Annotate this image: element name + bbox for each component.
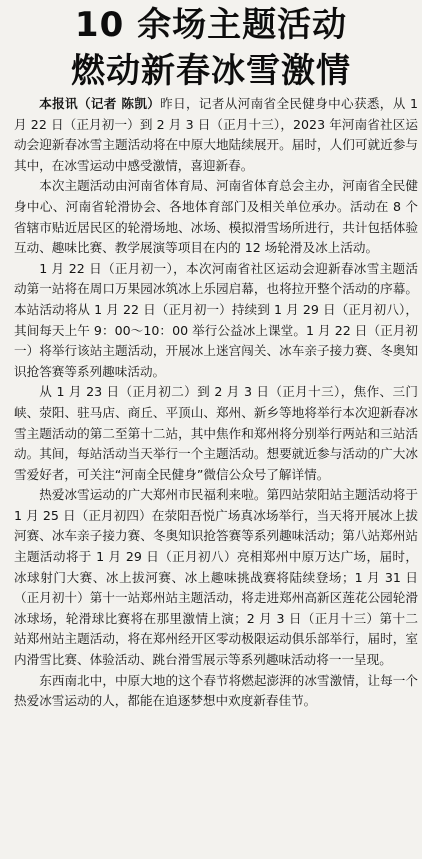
paragraph-1 xyxy=(14,94,418,176)
headline xyxy=(0,2,422,94)
article-body xyxy=(14,94,418,712)
byline: 本报讯（记者 陈凯） xyxy=(39,96,161,111)
paragraph-3: 1 月 22 日（正月初一），本次河南省社区运动会迎新春冰雪主题活动第一站将在周口万果园冰筑冰上乐园启幕，也将拉开整个活动的序幕。本站活动将从 1 月 22 日（正月初一）持续到 1 月 29 日（正月初八），其间每天上午 9：00～10：00 举行公益冰上课堂。1 月 22 日（正月初一）将举行该站主题活动，开展冰上迷宫闯关、冰车亲子接力赛、冬奥知识抢答赛等系列趣味活动。 xyxy=(14,260,418,379)
headline-line-2: 燃动新春冰雪激情 xyxy=(71,51,351,91)
paragraph-4: 从 1 月 23 日（正月初二）到 2 月 3 日（正月十三），焦作、三门峡、荥阳、驻马店、商丘、平顶山、郑州、新乡等地将举行本次迎新春冰雪主题活动的第二至第十二站，其中焦作和郑州将分别举行两站和三站活动。其间，每站活动当天举行一个主题活动。想要就近参与活动的广大冰雪爱好者，可关注“河南全民健身”微信公众号了解详情。 xyxy=(14,384,418,482)
paragraph-6: 东西南北中，中原大地的这个春节将燃起澎湃的冰雪激情，让每一个热爱冰雪运动的人，都能在追逐梦想中欢度新春佳节。 xyxy=(14,672,418,709)
headline-line-1: 10 余场主题活动 xyxy=(74,5,348,45)
paragraph-2: 本次主题活动由河南省体育局、河南省体育总会主办，河南省全民健身中心、河南省轮滑协会、各地体育部门及相关单位承办。活动在 8 个省辖市贴近居民区的轮滑场地、冰场、模拟滑雪场所进行，共计包括体验互动、趣味比赛、教学展演等项目在内的 12 场轮滑及冰上活动。 xyxy=(14,178,418,256)
paragraph-1-text: 昨日，记者从河南省全民健身中心获悉，从 1 月 22 日（正月初一）到 2 月 3 日（正月十三），2023 年河南省社区运动会迎新春冰雪主题活动将在中原大地陆续展开。届时，人们可就近参与其中，在冰雪运动中感受激情，喜迎新春。 xyxy=(14,96,418,173)
paragraph-5: 热爱冰雪运动的广大郑州市民福利来啦。第四站荥阳站主题活动将于 1 月 25 日（正月初四）在荥阳吾悦广场真冰场举行，当天将开展冰上拔河赛、冰车亲子接力赛、冬奥知识抢答赛等系列趣味活动；第八站郑州站主题活动将于 1 月 29 日（正月初八）亮相郑州中原万达广场，届时，冰球射门大赛、冰上拔河赛、冰上趣味挑战赛将陆续登场；1 月 31 日（正月初十）第十一站郑州站主题活动，将走进郑州高新区莲花公园轮滑冰球场，轮滑球比赛将在那里激情上演；2 月 3 日（正月十三）第十二站郑州站主题活动，将在郑州经开区零动极限运动俱乐部举行，届时，室内滑雪比赛、体验活动、跳台滑雪展示等系列趣味活动将一一呈现。 xyxy=(14,487,418,668)
